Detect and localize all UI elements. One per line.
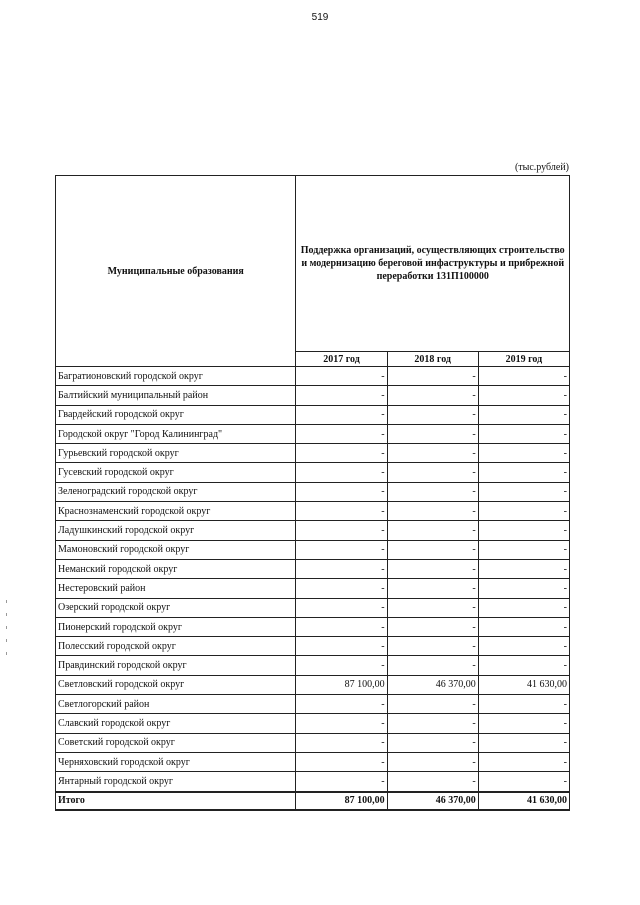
year-value: - xyxy=(296,752,387,771)
municipality-name: Багратионовский городской округ xyxy=(56,367,296,386)
table-row xyxy=(56,617,570,636)
year-value: - xyxy=(478,444,569,463)
year-value: - xyxy=(478,598,569,617)
table-row xyxy=(56,463,570,482)
year-value: - xyxy=(478,772,569,792)
year-value: - xyxy=(478,579,569,598)
year-value: - xyxy=(478,695,569,714)
municipality-name: Пионерский городской округ xyxy=(56,617,296,636)
year-value: - xyxy=(296,695,387,714)
municipality-name: Ладушкинский городской округ xyxy=(56,521,296,540)
year-value: - xyxy=(296,502,387,521)
year-value: - xyxy=(296,656,387,675)
table-row xyxy=(56,598,570,617)
municipality-name: Янтарный городской округ xyxy=(56,772,296,792)
municipality-name: Полесский городской округ xyxy=(56,637,296,656)
year-value: - xyxy=(478,617,569,636)
header-year: 2018 год xyxy=(387,352,478,367)
year-value: - xyxy=(296,367,387,386)
municipality-name: Городской округ "Город Калининград" xyxy=(56,424,296,443)
table-row xyxy=(56,714,570,733)
table-row xyxy=(56,656,570,675)
year-value: - xyxy=(296,559,387,578)
municipality-name: Светловский городской округ xyxy=(56,675,296,694)
total-row xyxy=(56,792,570,810)
year-value: - xyxy=(296,386,387,405)
municipality-name: Зеленоградский городской округ xyxy=(56,482,296,501)
header-year: 2019 год xyxy=(478,352,569,367)
year-value: - xyxy=(387,521,478,540)
municipality-name: Черняховский городской округ xyxy=(56,752,296,771)
year-value: - xyxy=(478,463,569,482)
header-municipalities: Муниципальные образования xyxy=(56,176,296,367)
year-value: - xyxy=(296,733,387,752)
table-row xyxy=(56,405,570,424)
year-value: - xyxy=(387,733,478,752)
year-value: - xyxy=(387,482,478,501)
year-value: - xyxy=(387,617,478,636)
year-value: 46 370,00 xyxy=(387,675,478,694)
year-value: - xyxy=(296,617,387,636)
year-value: - xyxy=(478,424,569,443)
year-value: - xyxy=(296,405,387,424)
year-value: - xyxy=(478,521,569,540)
table-row xyxy=(56,444,570,463)
municipality-name: Балтийский муниципальный район xyxy=(56,386,296,405)
year-value: - xyxy=(387,752,478,771)
year-value: - xyxy=(387,714,478,733)
year-value: - xyxy=(478,367,569,386)
year-value: - xyxy=(387,656,478,675)
table-row xyxy=(56,752,570,771)
table-row xyxy=(56,637,570,656)
table-row xyxy=(56,733,570,752)
table-row xyxy=(56,386,570,405)
table-body xyxy=(56,367,570,792)
year-value: - xyxy=(387,579,478,598)
table-row xyxy=(56,521,570,540)
table-row xyxy=(56,367,570,386)
year-value: - xyxy=(387,637,478,656)
year-value: - xyxy=(387,540,478,559)
municipality-name: Нестеровский район xyxy=(56,579,296,598)
year-value: - xyxy=(478,714,569,733)
year-value: - xyxy=(387,695,478,714)
year-value: - xyxy=(296,598,387,617)
year-value: - xyxy=(387,772,478,792)
year-value: - xyxy=(387,424,478,443)
header-year: 2017 год xyxy=(296,352,387,367)
year-value: - xyxy=(387,405,478,424)
unit-note: (тыс.рублей) xyxy=(514,162,569,173)
year-value: 87 100,00 xyxy=(296,675,387,694)
total-value: 46 370,00 xyxy=(387,792,478,810)
total-value: 87 100,00 xyxy=(296,792,387,810)
year-value: - xyxy=(296,424,387,443)
page-number: 519 xyxy=(311,12,329,23)
municipality-name: Гвардейский городской округ xyxy=(56,405,296,424)
year-value: - xyxy=(387,463,478,482)
total-value: 41 630,00 xyxy=(478,792,569,810)
table-row xyxy=(56,502,570,521)
year-value: - xyxy=(478,637,569,656)
year-value: - xyxy=(478,656,569,675)
year-value: - xyxy=(478,540,569,559)
municipality-name: Озерский городской округ xyxy=(56,598,296,617)
year-value: - xyxy=(296,579,387,598)
municipality-name: Правдинский городской округ xyxy=(56,656,296,675)
year-value: - xyxy=(387,598,478,617)
year-value: - xyxy=(296,482,387,501)
year-value: - xyxy=(296,637,387,656)
year-value: - xyxy=(387,444,478,463)
municipality-name: Славский городской округ xyxy=(56,714,296,733)
municipality-name: Светлогорский район xyxy=(56,695,296,714)
year-value: - xyxy=(387,559,478,578)
year-value: - xyxy=(478,405,569,424)
municipality-name: Краснознаменский городской округ xyxy=(56,502,296,521)
year-value: - xyxy=(296,540,387,559)
table-row xyxy=(56,695,570,714)
year-value: - xyxy=(296,772,387,792)
header-program: Поддержка организаций, осуществляющих строительство и модернизацию береговой инфаструктуры и прибрежной переработки 131П100000 xyxy=(296,176,570,352)
year-value: - xyxy=(387,502,478,521)
year-value: - xyxy=(478,482,569,501)
municipality-name: Мамоновский городской округ xyxy=(56,540,296,559)
table-row xyxy=(56,424,570,443)
year-value: - xyxy=(296,444,387,463)
year-value: - xyxy=(296,714,387,733)
table-row xyxy=(56,579,570,598)
year-value: - xyxy=(296,521,387,540)
year-value: - xyxy=(478,559,569,578)
municipality-name: Гурьевский городской округ xyxy=(56,444,296,463)
table-row xyxy=(56,482,570,501)
year-value: - xyxy=(387,386,478,405)
report-table xyxy=(55,175,570,811)
table-row xyxy=(56,675,570,694)
year-value: - xyxy=(478,386,569,405)
table-row xyxy=(56,559,570,578)
total-label: Итого xyxy=(56,792,296,810)
year-value: - xyxy=(478,752,569,771)
year-value: - xyxy=(478,502,569,521)
municipality-name: Советский городской округ xyxy=(56,733,296,752)
year-value: - xyxy=(387,367,478,386)
scan-margin-marks xyxy=(6,600,8,690)
table-row xyxy=(56,540,570,559)
year-value: - xyxy=(296,463,387,482)
table-row xyxy=(56,772,570,792)
year-value: - xyxy=(478,733,569,752)
municipality-name: Гусевский городской округ xyxy=(56,463,296,482)
year-value: 41 630,00 xyxy=(478,675,569,694)
municipality-name: Неманский городской округ xyxy=(56,559,296,578)
